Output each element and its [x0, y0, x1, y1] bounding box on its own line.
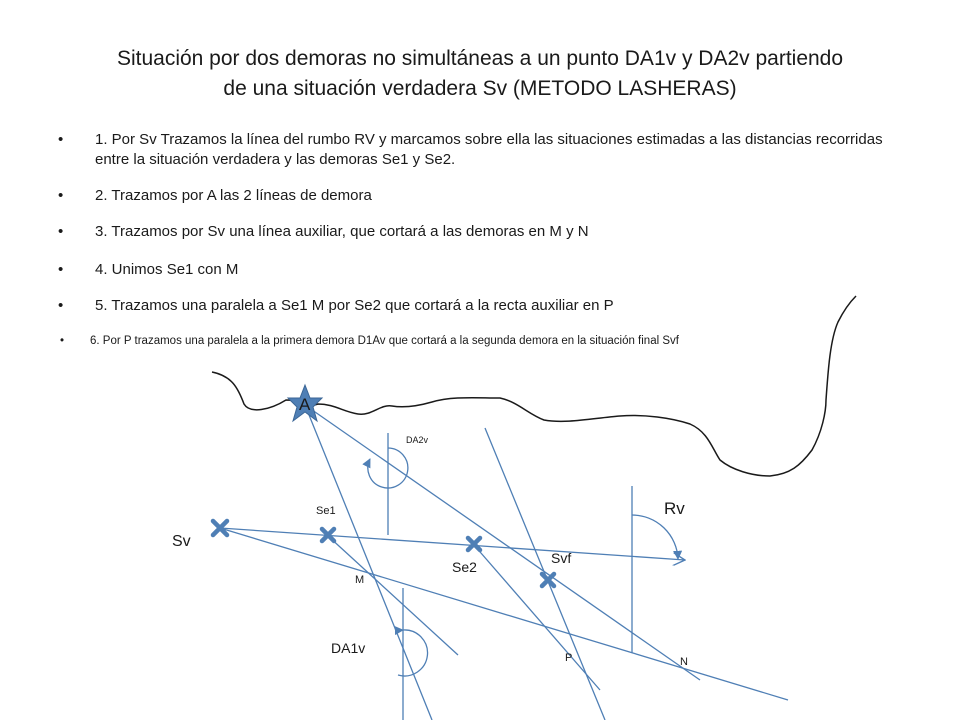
- bearing-line-2: [305, 405, 700, 680]
- step-3-text: 3. Trazamos por Sv una línea auxiliar, que cortará a las demoras en M y N: [95, 223, 589, 240]
- step-5-text: 5. Trazamos una paralela a Se1 M por Se2 que cortará a la recta auxiliar en P: [95, 297, 614, 314]
- auxiliary-line: [220, 528, 788, 700]
- line-se1-m: [328, 536, 458, 655]
- label-se2: Se2: [452, 559, 477, 575]
- title-line-2: de una situación verdadera Sv (METODO LASHERAS): [223, 77, 737, 100]
- label-rv: Rv: [664, 499, 685, 518]
- label-svf: Svf: [551, 550, 572, 566]
- label-m: M: [355, 574, 365, 586]
- bearing-line-1: [305, 405, 432, 720]
- label-da1v: DA1v: [331, 640, 366, 656]
- bullet-marker: •: [58, 297, 64, 314]
- step-4-text: 4. Unimos Se1 con M: [95, 261, 239, 278]
- step-6-text: 6. Por P trazamos una paralela a la primera demora D1Av que cortará a la segunda demora en la situación final Svf: [90, 335, 679, 347]
- label-a: A: [299, 395, 311, 414]
- bullet-marker: •: [58, 261, 64, 278]
- step-2-text: 2. Trazamos por A las 2 líneas de demora: [95, 187, 372, 204]
- bullet-marker: •: [58, 131, 64, 148]
- coastline: [212, 296, 856, 476]
- step-1-text: 1. Por Sv Trazamos la línea del rumbo RV y marcamos sobre ella las situaciones estimadas a las distancias recorridas entre la situación verdadera y las demoras Se1 y Se2.: [95, 131, 883, 168]
- bullet-marker: •: [58, 223, 64, 240]
- label-p: P: [565, 652, 573, 664]
- marker-svf-icon: [542, 574, 554, 586]
- arc-rv: [632, 515, 678, 559]
- label-sv: Sv: [172, 533, 191, 550]
- course-line-rv: [220, 528, 685, 560]
- label-da2v: DA2v: [406, 435, 429, 445]
- bullet-marker: •: [60, 335, 65, 347]
- title-line-1: Situación por dos demoras no simultáneas a un punto DA1v y DA2v partiendo: [116, 47, 844, 70]
- marker-se2-icon: [468, 538, 480, 550]
- label-n: N: [680, 656, 688, 668]
- label-se1: Se1: [316, 505, 336, 517]
- bullet-marker: •: [58, 187, 64, 204]
